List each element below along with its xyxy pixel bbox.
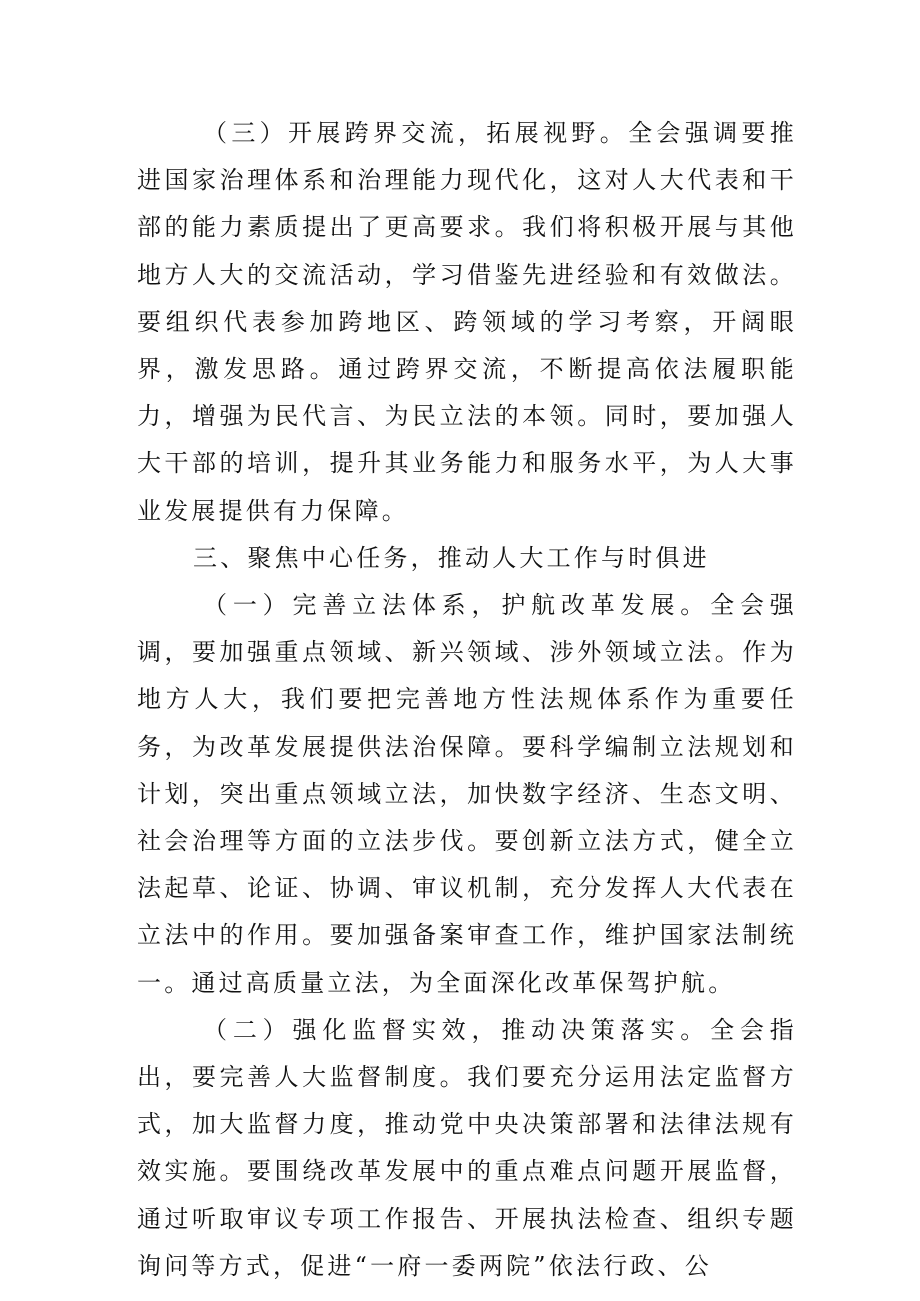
section-heading-focus-central-tasks: 三、聚焦中心任务，推动人大工作与时俱进 (193, 543, 710, 572)
paragraph-cross-border-exchange: （三）开展跨界交流，拓展视野。全会强调要推进国家治理体系和治理能力现代化，这对人大代表和干部的能力素质提出了更高要求。我们将积极开展与其他地方人大的交流活动，学习借鉴先进经验和有效做法。要组织代表参加跨地区、跨领域的学习考察，开阔眼界，激发思路。通过跨界交流，不断提高依法履职能力，增强为民代言、为民立法的本领。同时，要加强人大干部的培训，提升其业务能力和服务水平，为人大事业发展提供有力保障。 (137, 119, 797, 525)
paragraph-improve-legislation: （一）完善立法体系，护航改革发展。全会强调，要加强重点领域、新兴领域、涉外领域立法。作为地方人大，我们要把完善地方性法规体系作为重要任务，为改革发展提供法治保障。要科学编制立法规划和计划，突出重点领域立法，加快数字经济、生态文明、社会治理等方面的立法步伐。要创新立法方式，健全立法起草、论证、协调、审议机制，充分发挥人大代表在立法中的作用。要加强备案审查工作，维护国家法制统一。通过高质量立法，为全面深化改革保驾护航。 (137, 591, 797, 997)
paragraph-strengthen-supervision: （二）强化监督实效，推动决策落实。全会指出，要完善人大监督制度。我们要充分运用法定监督方式，加大监督力度，推动党中央决策部署和法律法规有效实施。要围绕改革发展中的重点难点问题开展监督，通过听取审议专项工作报告、开展执法检查、组织专题询问等方式，促进“一府一委两院”依法行政、公 (137, 1015, 797, 1280)
document-body (137, 110, 797, 1290)
